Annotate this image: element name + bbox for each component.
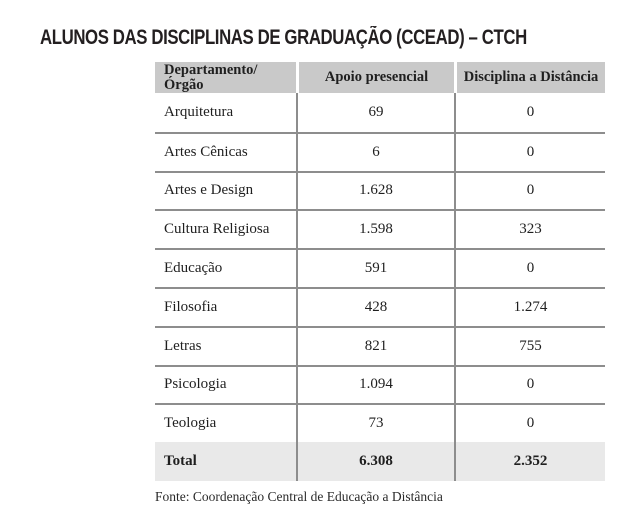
cell-apoio-presencial: 1.628	[296, 173, 454, 210]
table-row	[155, 287, 605, 326]
cell-disciplina-a-distancia: 0	[454, 134, 605, 171]
table-row	[155, 403, 605, 442]
cell-disciplina-a-distancia: 0	[454, 405, 605, 442]
table-row	[155, 248, 605, 287]
table-row	[155, 93, 605, 132]
cell-apoio-presencial: 821	[296, 328, 454, 365]
column-header-disciplina-a-distancia: Disciplina a Distância	[454, 62, 605, 93]
cell-disciplina-a-distancia: 0	[454, 173, 605, 210]
cell-departamento: Filosofia	[164, 298, 218, 315]
column-header-apoio-presencial: Apoio presencial	[296, 62, 454, 93]
cell-apoio-presencial: 1.598	[296, 211, 454, 248]
table-row	[155, 132, 605, 171]
cell-total-label: Total	[164, 453, 197, 470]
cell-disciplina-a-distancia: 323	[454, 211, 605, 248]
cell-departamento: Arquitetura	[164, 103, 234, 120]
column-header-departamento-orgao: Departamento/Órgão	[155, 62, 296, 93]
cell-disciplina-a-distancia: 755	[454, 328, 605, 365]
cell-total-apoio-presencial: 6.308	[296, 442, 454, 481]
cell-disciplina-a-distancia: 0	[454, 250, 605, 287]
table-row	[155, 326, 605, 365]
table-header-row	[155, 62, 605, 93]
table-total-row	[155, 442, 605, 481]
cell-apoio-presencial: 428	[296, 289, 454, 326]
cell-apoio-presencial: 69	[296, 93, 454, 132]
table-row	[155, 209, 605, 248]
cell-departamento: Teologia	[164, 415, 217, 432]
cell-departamento: Artes e Design	[164, 182, 254, 199]
table-row	[155, 171, 605, 210]
cell-apoio-presencial: 1.094	[296, 367, 454, 404]
cell-departamento: Psicologia	[164, 376, 227, 393]
data-table	[155, 62, 605, 481]
cell-departamento: Cultura Religiosa	[164, 221, 270, 238]
cell-apoio-presencial: 591	[296, 250, 454, 287]
cell-disciplina-a-distancia: 0	[454, 93, 605, 132]
cell-disciplina-a-distancia: 1.274	[454, 289, 605, 326]
cell-total-disciplina-a-distancia: 2.352	[454, 442, 605, 481]
cell-departamento: Letras	[164, 337, 202, 354]
cell-apoio-presencial: 73	[296, 405, 454, 442]
cell-departamento: Educação	[164, 260, 223, 277]
source-note: Fonte: Coordenação Central de Educação a Distância	[155, 489, 443, 504]
table-row	[155, 365, 605, 404]
cell-disciplina-a-distancia: 0	[454, 367, 605, 404]
cell-apoio-presencial: 6	[296, 134, 454, 171]
cell-departamento: Artes Cênicas	[164, 143, 248, 160]
page-title: ALUNOS DAS DISCIPLINAS DE GRADUAÇÃO (CCEAD) – CTCH	[40, 26, 527, 49]
